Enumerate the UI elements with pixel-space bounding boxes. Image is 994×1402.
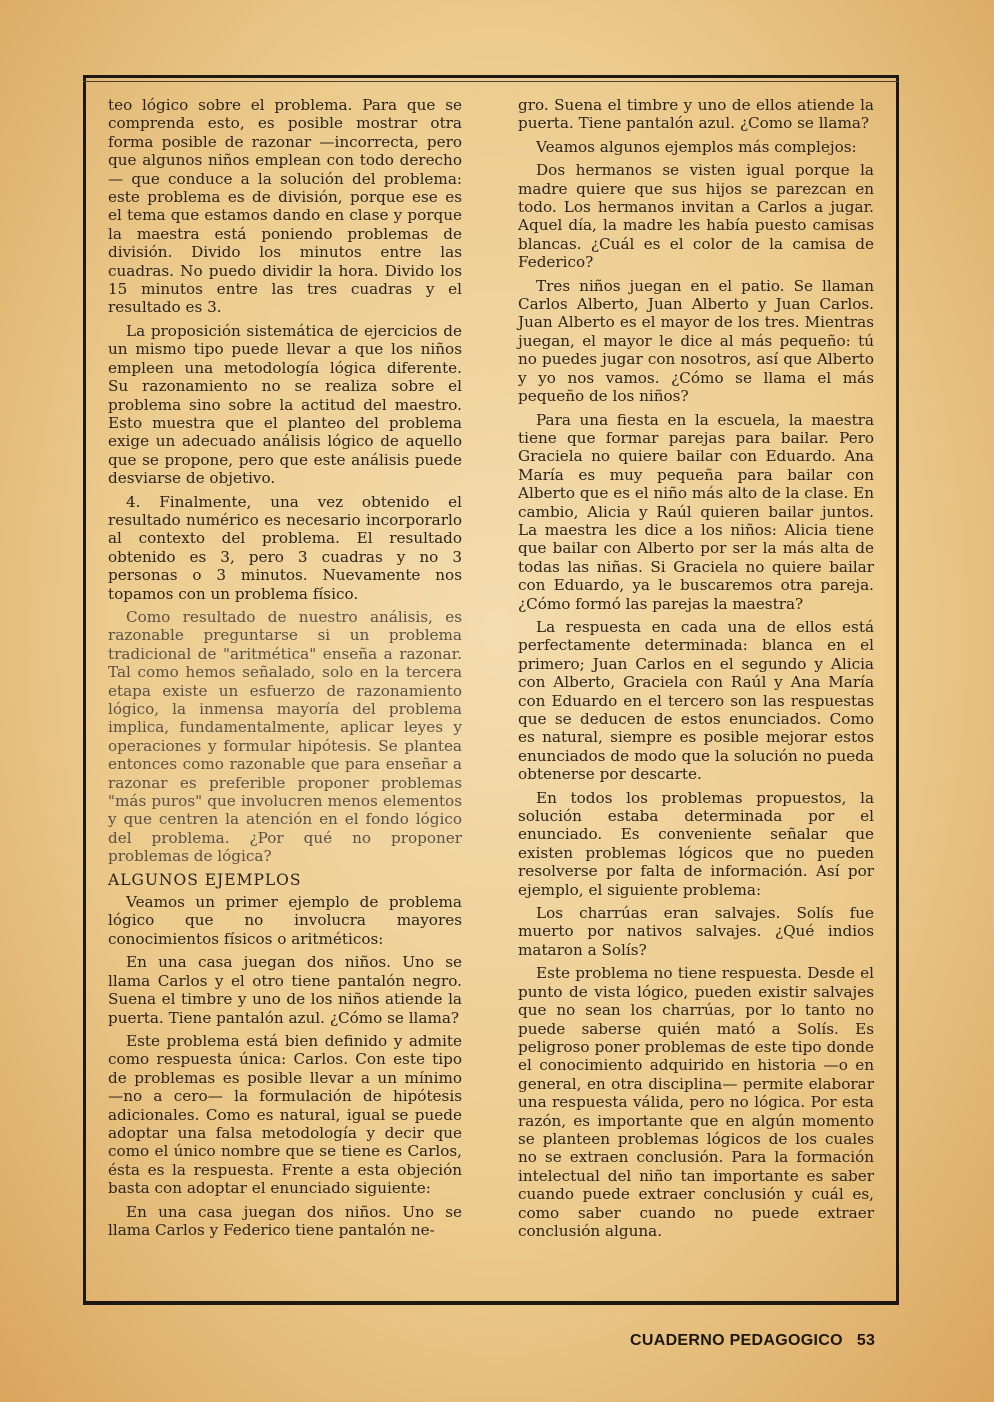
paragraph: En una casa juegan dos niños. Uno se llama Carlos y Federico tiene pantalón ne- xyxy=(108,1202,462,1239)
paragraph: La respuesta en cada una de ellos está perfectamente determinada: blanca en el primero; Juan Carlos en el segundo y Alicia con Alberto, Graciela con Raúl y Ana María con Eduardo en el tercero son las respuestas que se deducen de estos enunciados. Como es natural, siempre es posible mejorar estos enunciados de modo que la solución no pueda obtenerse por descarte. xyxy=(518,617,874,784)
paragraph: Dos hermanos se visten igual porque la madre quiere que sus hijos se parezcan en todo. Los hermanos invitan a Carlos a jugar. Aquel día, la madre les había puesto camisas blancas. ¿Cuál es el color de la camisa de Federico? xyxy=(518,161,874,272)
paragraph: 4. Finalmente, una vez obtenido el resultado numérico es necesario incorporarlo al contexto del problema. El resultado obtenido es 3, pero 3 cuadras y no 3 personas o 3 minutos. Nuevamente nos topamos con un problema físico. xyxy=(108,492,462,603)
paragraph: La proposición sistemática de ejercicios de un mismo tipo puede llevar a que los niños empleen una metodología lógica diferente. Su razonamiento no se realiza sobre el problema sino sobre la actitud del maestro. Esto muestra que el planteo del problema exige un adecuado análisis lógico de aquello que se propone, pero que este análisis puede desviarse de objetivo. xyxy=(108,321,462,488)
paragraph: Los charrúas eran salvajes. Solís fue muerto por nativos salvajes. ¿Qué indios mataron a Solís? xyxy=(518,904,874,959)
publication-title: CUADERNO PEDAGOGICO xyxy=(630,1332,843,1349)
paragraph: Este problema está bien definido y admite como respuesta única: Carlos. Con este tipo de problemas es posible llevar a un mínimo —no a cero— la formulación de hipótesis adicionales. Como es natural, igual se puede adoptar una falsa metodología y decir que como el único nombre que se tiene es Carlos, ésta es la respuesta. Frente a esta objeción basta con adoptar el enunciado siguiente: xyxy=(108,1031,462,1198)
frame-top-rule xyxy=(83,81,899,82)
paragraph: Veamos algunos ejemplos más complejos: xyxy=(536,137,857,156)
left-column xyxy=(108,96,462,1244)
paragraph: Este problema no tiene respuesta. Desde el punto de vista lógico, pueden existir salvajes que no sean los charrúas, por lo tanto no puede saberse quién mató a Solís. Es peligroso poner problemas de este tipo donde el conocimiento adquirido en historia —o en general, en otra disciplina— permite elaborar una respuesta válida, pero no lógica. Por esta razón, es importante que en algún momento se planteen problemas lógicos de los cuales no se extraen conclusión. Para la formación intelectual del niño tan importante es saber cuando puede extraer conclusión y cuál es, como saber cuando no puede extraer conclusión alguna. xyxy=(518,964,874,1240)
right-column xyxy=(518,96,874,1245)
paragraph: Veamos un primer ejemplo de problema lógico que no involucra mayores conocimientos físicos o aritméticos: xyxy=(108,893,462,948)
paragraph: Para una fiesta en la escuela, la maestra tiene que formar parejas para bailar. Pero Graciela no quiere bailar con Eduardo. Ana María es muy pequeña para bailar con Alberto que es el niño más alto de la clase. En cambio, Alicia y Raúl quieren bailar juntos. La maestra les dice a los niños: Alicia tiene que bailar con Alberto por ser la más alta de todas las niñas. Si Graciela no quiere bailar con Eduardo, ya le buscaremos otra pareja. ¿Cómo formó las parejas la maestra? xyxy=(518,410,874,613)
paragraph: Tres niños juegan en el patio. Se llaman Carlos Alberto, Juan Alberto y Juan Carlos. Juan Alberto es el mayor de los tres. Mientras juegan, el mayor le dice al más pequeño: tú no puedes jugar con nosotros, así que Alberto y yo nos vamos. ¿Cómo se llama el más pequeño de los niños? xyxy=(518,276,874,406)
paragraph: En una casa juegan dos niños. Uno se llama Carlos y el otro tiene pantalón negro. Suena el timbre y uno de los niños atiende la puerta. Tiene pantalón azul. ¿Cómo se llama? xyxy=(108,953,462,1027)
section-heading: ALGUNOS EJEMPLOS xyxy=(108,870,302,889)
page-footer xyxy=(630,1332,910,1350)
paragraph: teo lógico sobre el problema. Para que se comprenda esto, es posible mostrar otra forma posible de razonar —incorrecta, pero que algunos niños emplean con todo derecho— que conduce a la solución del problema: este problema es de división, porque ese es el tema que estamos dando en clase y porque la maestra está poniendo problemas de división. Divido los minutos entre las cuadras. No puedo dividir la hora. Divido los 15 minutos entre las tres cuadras y el resultado es 3. xyxy=(108,96,462,317)
paragraph: gro. Suena el timbre y uno de ellos atiende la puerta. Tiene pantalón azul. ¿Como se llama? xyxy=(518,96,874,133)
paragraph: Como resultado de nuestro análisis, es razonable preguntarse si un problema tradicional de "aritmética" enseña a razonar. Tal como hemos señalado, solo en la tercera etapa existe un esfuerzo de razonamiento lógico, la inmensa mayoría del problema implica, fundamentalmente, aplicar leyes y operaciones y formular hipótesis. Se plantea entonces como razonable que para enseñar a razonar es preferible proponer problemas "más puros" que involucren menos elementos y que centren la atención en el fondo lógico del problema. ¿Por qué no proponer problemas de lógica? xyxy=(108,607,462,866)
paragraph: En todos los problemas propuestos, la solución estaba determinada por el enunciado. Es conveniente señalar que existen problemas lógicos que no pueden resolverse por falta de información. Así por ejemplo, el siguiente problema: xyxy=(518,788,874,899)
page-number: 53 xyxy=(856,1332,876,1349)
